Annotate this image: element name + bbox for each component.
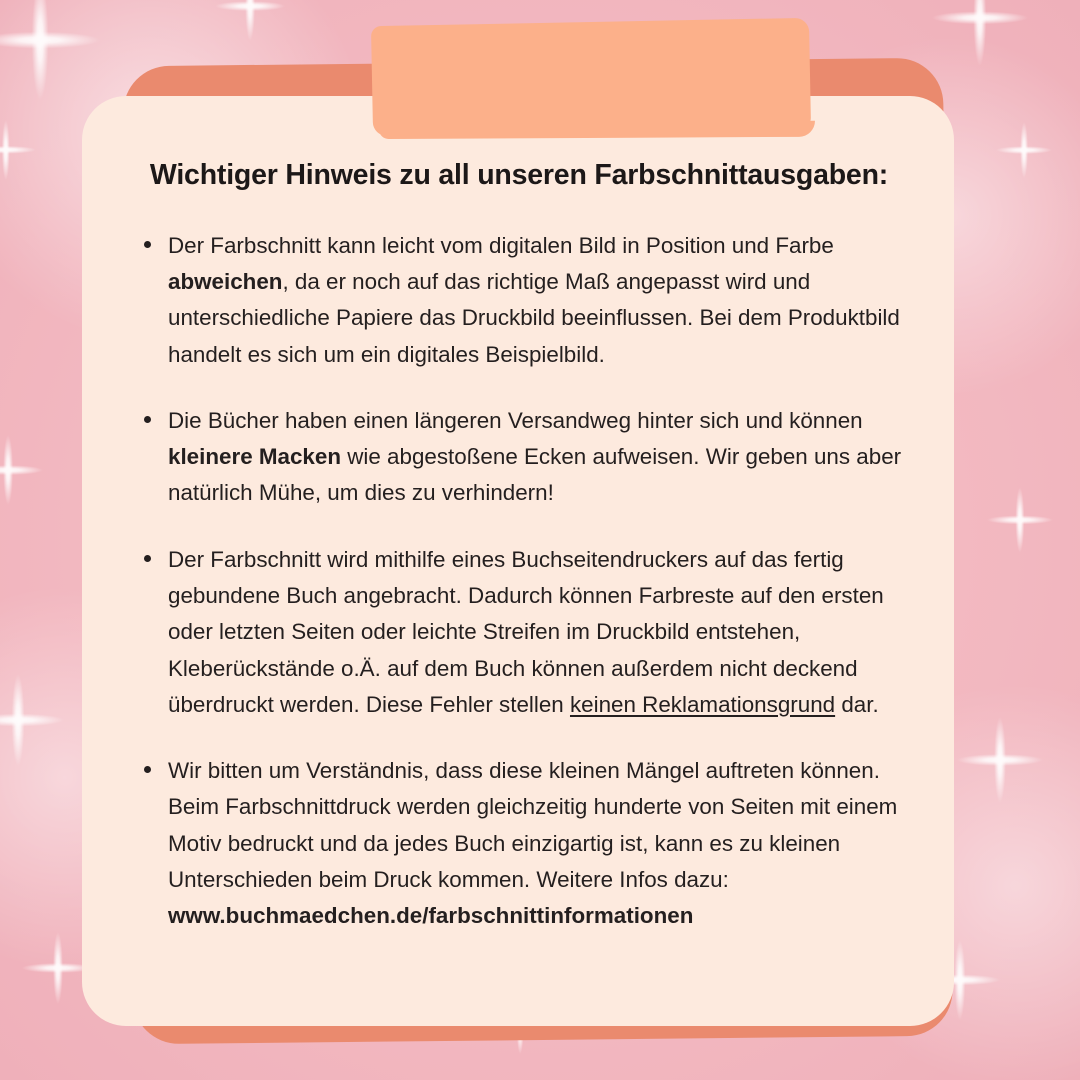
bullet-dot-icon bbox=[144, 766, 151, 773]
notes-list bbox=[136, 228, 902, 935]
emphasis-text: abweichen bbox=[168, 268, 283, 294]
list-item bbox=[136, 228, 902, 373]
list-item bbox=[136, 753, 902, 934]
body-text: dar. bbox=[835, 691, 879, 717]
underlined-text: keinen Reklamationsgrund bbox=[569, 691, 836, 717]
note-content bbox=[82, 96, 954, 1026]
body-text: Der Farbschnitt wird mithilfe eines Buchseitendruckers auf das fertig gebundene Buch angebracht. Dadurch können Farbreste auf den ersten oder letzten Seiten oder leichte Streifen im Druckbild entstehen, Kleberückstände o.Ä. auf dem Buch können außerdem nicht deckend überdruckt werden. Diese Fehler stellen bbox=[168, 546, 884, 717]
body-text: Die Bücher haben einen längeren Versandweg hinter sich und können bbox=[168, 407, 863, 433]
bullet-dot-icon bbox=[144, 555, 151, 562]
sparkle-top-center-icon bbox=[215, 0, 285, 41]
body-text: wie abgestoßene Ecken aufweisen. Wir geben uns aber natürlich Mühe, um dies zu verhindern! bbox=[168, 444, 902, 506]
bullet-dot-icon bbox=[144, 241, 151, 248]
info-link[interactable]: www.buchmaedchen.de/farbschnittinformationen bbox=[168, 903, 694, 929]
list-item bbox=[136, 542, 902, 723]
body-text: , da er noch auf das richtige Maß angepasst wird und unterschiedliche Papiere das Druckbild beeinflussen. Bei dem Produktbild handelt es sich um ein digitales Beispielbild. bbox=[168, 268, 900, 367]
emphasis-text: kleinere Macken bbox=[168, 444, 342, 470]
sparkle-right-middle-icon bbox=[987, 487, 1053, 553]
sparkle-top-left-small-icon bbox=[0, 120, 36, 180]
sparkle-right-lower-icon bbox=[957, 717, 1043, 803]
sparkle-left-middle-icon bbox=[0, 435, 43, 505]
body-text: Der Farbschnitt kann leicht vom digitalen Bild in Position und Farbe bbox=[168, 232, 834, 258]
page-title: Wichtiger Hinweis zu all unseren Farbschnittausgaben: bbox=[149, 159, 889, 191]
sparkle-top-left-large-icon bbox=[0, 0, 100, 100]
sparkle-top-right-icon bbox=[932, 0, 1028, 66]
body-text: Wir bitten um Verständnis, dass diese kleinen Mängel auftreten können. Beim Farbschnittdruck werden gleichzeitig hunderte von Seiten mit einem Motiv bedruckt und da jedes Buch einzigartig ist, kann es zu kleinen Unterschieden beim Druck kommen. Weitere Infos dazu: bbox=[168, 758, 898, 893]
list-item bbox=[136, 403, 902, 512]
bullet-dot-icon bbox=[144, 416, 151, 423]
sparkle-left-lower-icon bbox=[0, 674, 64, 766]
sparkle-right-upper-icon bbox=[996, 122, 1052, 178]
